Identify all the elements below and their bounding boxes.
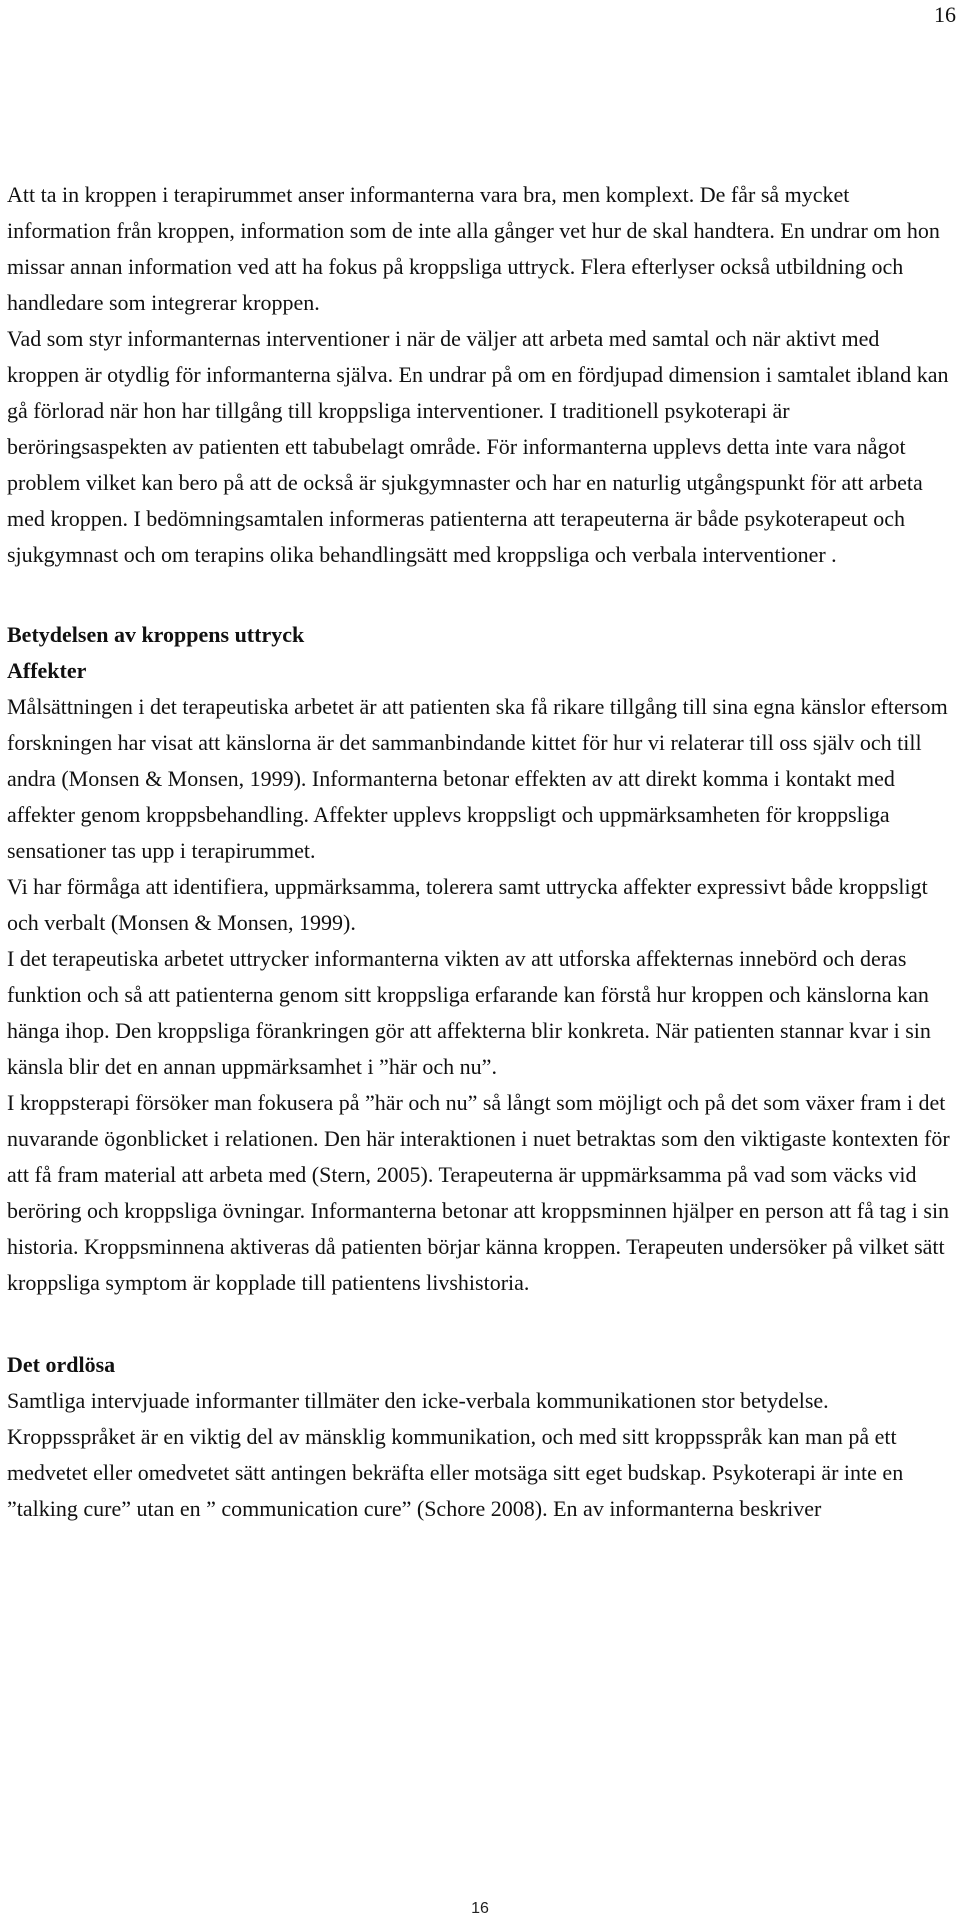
section-betydelsen <box>7 617 953 1301</box>
section-spacer <box>7 573 953 617</box>
section-heading: Det ordlösa <box>7 1352 116 1377</box>
page-number-footer: 16 <box>471 1900 489 1917</box>
paragraph: Vad som styr informanternas interventioner i när de väljer att arbeta med samtal och när aktivt med kroppen är otydlig för informanterna själva. En undrar på om en fördjupad dimension i samtalet ibland kan gå förlorad när hon har tillgång till kroppsliga interventioner. I traditionell psykoterapi är beröringsaspekten av patienten ett tabubelagt område. För informanterna upplevs detta inte vara något problem vilket kan bero på att de också är sjukgymnaster och har en naturlig utgångspunkt för att arbeta med kroppen. I bedömningsamtalen informeras patienterna att terapeuterna är både psykoterapeut och sjukgymnast och om terapins olika behandlingsätt med kroppsliga och verbala interventioner . <box>7 326 949 567</box>
section-spacer <box>7 1301 953 1347</box>
page-number-top: 16 <box>934 2 956 27</box>
paragraph: Vi har förmåga att identifiera, uppmärksamma, tolerera samt uttrycka affekter expressivt både kroppsligt och verbalt (Monsen & Monsen, 1999). <box>7 874 928 935</box>
paragraph: I kroppsterapi försöker man fokusera på ”här och nu” så långt som möjligt och på det som växer fram i det nuvarande ögonblicket i relationen. Den här interaktionen i nuet betraktas som den viktigaste kontexten för att få fram material att arbeta med (Stern, 2005). Terapeuterna är uppmärksamma på vad som väcks vid beröring och kroppsliga övningar. Informanterna betonar att kroppsminnen hjälper en person att få tag i sin historia. Kroppsminnena aktiveras då patienten börjar känna kroppen. Terapeuten undersöker på vilket sätt kroppsliga symptom är kopplade till patientens livshistoria. <box>7 1090 950 1295</box>
paragraph: Samtliga intervjuade informanter tillmäter den icke-verbala kommunikationen stor betydelse. Kroppsspråket är en viktig del av mänsklig kommunikation, och med sitt kroppsspråk kan man på ett medvetet eller omedvetet sätt antingen bekräfta eller motsäga sitt eget budskap. Psykoterapi är inte en ”talking cure” utan en ” communication cure” (Schore 2008). En av informanterna beskriver <box>7 1388 904 1521</box>
paragraph: Målsättningen i det terapeutiska arbetet är att patienten ska få rikare tillgång till sina egna känslor eftersom forskningen har visat att känslorna är det sammanbindande kittet för hur vi relaterar till oss själv och till andra (Monsen & Monsen, 1999). Informanterna betonar effekten av att direkt komma i kontakt med affekter genom kroppsbehandling. Affekter upplevs kroppsligt och uppmärksamheten för kroppsliga sensationer tas upp i terapirummet. <box>7 694 948 863</box>
paragraph: Att ta in kroppen i terapirummet anser informanterna vara bra, men komplext. De får så mycket information från kroppen, information som de inte alla gånger vet hur de skal handtera. En undrar om hon missar annan information ved att ha fokus på kroppsliga uttryck. Flera efterlyser också utbildning och handledare som integrerar kroppen. <box>7 182 940 315</box>
subsection-heading: Affekter <box>7 658 87 683</box>
section-intro <box>7 177 953 573</box>
section-det-ordlosa <box>7 1347 953 1527</box>
section-heading: Betydelsen av kroppens uttryck <box>7 622 305 647</box>
paragraph: I det terapeutiska arbetet uttrycker informanterna vikten av att utforska affekternas innebörd och deras funktion och så att patienterna genom sitt kroppsliga erfarande kan förstå hur kroppen och känslorna kan hänga ihop. Den kroppsliga förankringen gör att affekterna blir konkreta. När patienten stannar kvar i sin känsla blir det en annan uppmärksamhet i ”här och nu”. <box>7 946 931 1079</box>
document-body <box>7 177 953 1527</box>
